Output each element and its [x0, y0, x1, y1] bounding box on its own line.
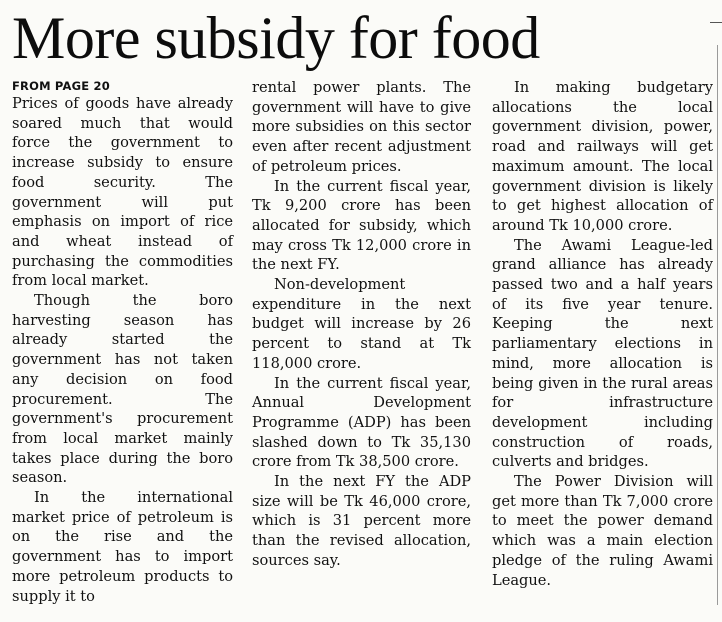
- paragraph: The Power Division will get more than Tk 7,000 crore to meet the power demand which was a main election pledge of the ruling Awami League.: [492, 473, 713, 589]
- paragraph: Non-development expenditure in the next budget will increase by 26 percent to stand at Tk 118,000 crore.: [252, 276, 471, 372]
- kicker-from-page: FROM PAGE 20: [12, 79, 110, 93]
- column-2: [252, 78, 471, 571]
- paragraph: Prices of goods have already soared much that would force the government to increase subsidy to ensure food security. The government will put emphasis on import of rice and wheat instead of purchasing the commodities from local market.: [12, 95, 233, 290]
- right-column-rule: [717, 45, 718, 605]
- column-3: [492, 78, 713, 590]
- headline: More subsidy for food: [12, 5, 540, 71]
- paragraph: In making budgetary allocations the local government division, power, road and railways will get maximum amount. The local government division is likely to get highest allocation of around Tk 10,000 crore.: [492, 79, 713, 234]
- paragraph: In the current fiscal year, Annual Development Programme (ADP) has been slashed down to Tk 35,130 crore from Tk 38,500 crore.: [252, 374, 471, 471]
- paragraph: rental power plants. The government will have to give more subsidies on this sector even after recent adjustment of petroleum prices.: [252, 79, 471, 175]
- paragraph: In the international market price of petroleum is on the rise and the government has to import more petroleum products to supply it to: [12, 489, 233, 605]
- column-1: [12, 78, 233, 606]
- paragraph: Though the boro harvesting season has already started the government has not taken any decision on food procurement. The government's procurement from local market mainly takes place during the boro season.: [12, 292, 233, 487]
- paragraph: The Awami League-led grand alliance has already passed two and a half years of its five year tenure. Keeping the next parliamentary elections in mind, more allocation is being given in the rural areas for infrastructure development including construction of roads, culverts and bridges.: [492, 236, 713, 471]
- paragraph: In the next FY the ADP size will be Tk 46,000 crore, which is 31 percent more than the revised allocation, sources say.: [252, 473, 471, 569]
- paragraph: In the current fiscal year, Tk 9,200 crore has been allocated for subsidy, which may cross Tk 12,000 crore in the next FY.: [252, 177, 471, 274]
- corner-rule: [710, 22, 722, 23]
